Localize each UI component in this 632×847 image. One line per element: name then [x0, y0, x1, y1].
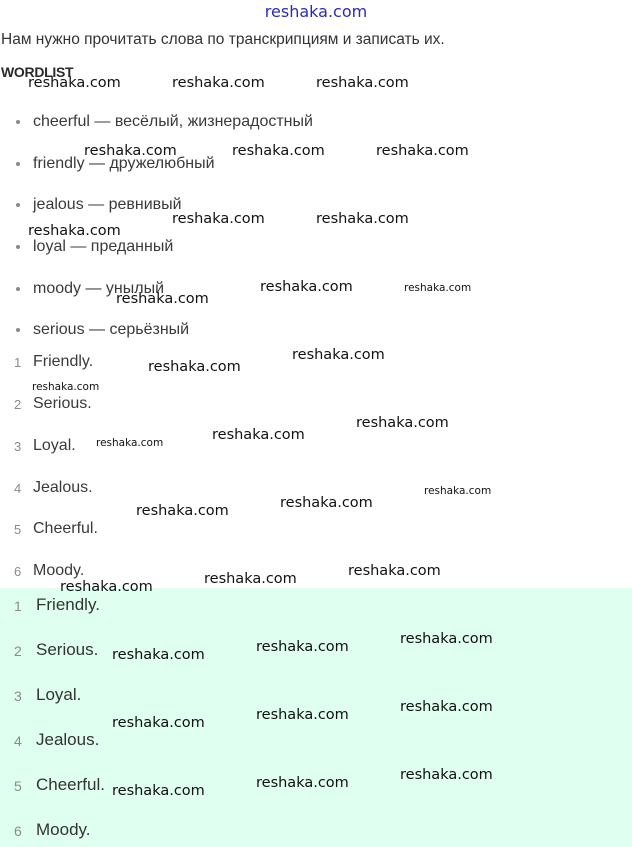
answer-text: Loyal.: [36, 685, 82, 704]
watermark-text: reshaka.com: [28, 75, 121, 91]
item-number: 4: [14, 481, 22, 496]
bullet-icon: [16, 328, 20, 332]
watermark-text: reshaka.com: [280, 495, 373, 511]
bullet-icon: [16, 120, 20, 124]
watermark-text: reshaka.com: [84, 143, 177, 159]
bullet-icon: [16, 245, 20, 249]
watermark-text: reshaka.com: [348, 563, 441, 579]
answer-number: 3: [14, 688, 22, 704]
watermark-text: reshaka.com: [172, 75, 265, 91]
answer-number: 1: [14, 598, 22, 614]
item-number: 5: [14, 522, 22, 537]
instruction-text: Нам нужно прочитать слова по транскрипциям и записать их.: [1, 31, 445, 48]
watermark-text: reshaka.com: [376, 143, 469, 159]
wordlist-item-text: serious — серьёзный: [33, 321, 190, 338]
wordlist-item-text: jealous — ревнивый: [33, 196, 182, 213]
watermark-text: reshaka.com: [232, 143, 325, 159]
item-text: Loyal.: [33, 437, 76, 454]
watermark-text: reshaka.com: [400, 699, 493, 715]
item-text: Friendly.: [33, 353, 94, 370]
answer-text: Cheerful.: [36, 775, 105, 794]
watermark-text: reshaka.com: [316, 211, 409, 227]
watermark-text: reshaka.com: [260, 279, 353, 295]
watermark-text: reshaka.com: [256, 639, 349, 655]
answer-text: Serious.: [36, 640, 99, 659]
wordlist-heading: WORDLIST: [1, 64, 74, 80]
item-number: 1: [14, 355, 22, 370]
watermark-text: reshaka.com: [148, 359, 241, 375]
item-text: Moody.: [33, 562, 85, 579]
watermark-text: reshaka.com: [204, 571, 297, 587]
watermark-text: reshaka.com: [112, 783, 205, 799]
watermark-text: reshaka.com: [112, 647, 205, 663]
watermark-text: reshaka.com: [256, 707, 349, 723]
watermark-text: reshaka.com: [96, 437, 164, 449]
watermark-text: reshaka.com: [116, 291, 209, 307]
site-title[interactable]: reshaka.com: [264, 2, 368, 21]
answer-number: 5: [14, 778, 22, 794]
watermark-text: reshaka.com: [32, 381, 100, 393]
item-number: 3: [14, 439, 22, 454]
wordlist-item-text: cheerful — весёлый, жизнерадостный: [33, 113, 313, 130]
watermark-text: reshaka.com: [424, 485, 492, 497]
answer-number: 6: [14, 823, 22, 839]
watermark-text: reshaka.com: [400, 767, 493, 783]
bullet-icon: [16, 203, 20, 207]
watermark-text: reshaka.com: [60, 579, 153, 595]
watermark-text: reshaka.com: [112, 715, 205, 731]
item-number: 6: [14, 564, 22, 579]
watermark-text: reshaka.com: [316, 75, 409, 91]
bullet-icon: [16, 162, 20, 166]
item-number: 2: [14, 397, 22, 412]
watermark-text: reshaka.com: [136, 503, 229, 519]
item-text: Cheerful.: [33, 520, 98, 537]
answer-text: Moody.: [36, 820, 91, 839]
watermark-text: reshaka.com: [212, 427, 305, 443]
answer-text: Friendly.: [36, 595, 100, 614]
answer-number: 4: [14, 733, 22, 749]
watermark-text: reshaka.com: [356, 415, 449, 431]
bullet-icon: [16, 287, 20, 291]
item-text: Serious.: [33, 395, 92, 412]
item-text: Jealous.: [33, 479, 93, 496]
watermark-text: reshaka.com: [404, 282, 472, 294]
wordlist-item-text: moody — унылый: [33, 280, 165, 297]
answer-text: Jealous.: [36, 730, 100, 749]
wordlist-item-text: loyal — преданный: [33, 238, 174, 255]
watermark-text: reshaka.com: [292, 347, 385, 363]
wordlist-item-text: friendly — дружелюбный: [33, 155, 215, 172]
watermark-text: reshaka.com: [172, 211, 265, 227]
watermark-text: reshaka.com: [28, 223, 121, 239]
answer-number: 2: [14, 643, 22, 659]
watermark-text: reshaka.com: [256, 775, 349, 791]
watermark-text: reshaka.com: [400, 631, 493, 647]
